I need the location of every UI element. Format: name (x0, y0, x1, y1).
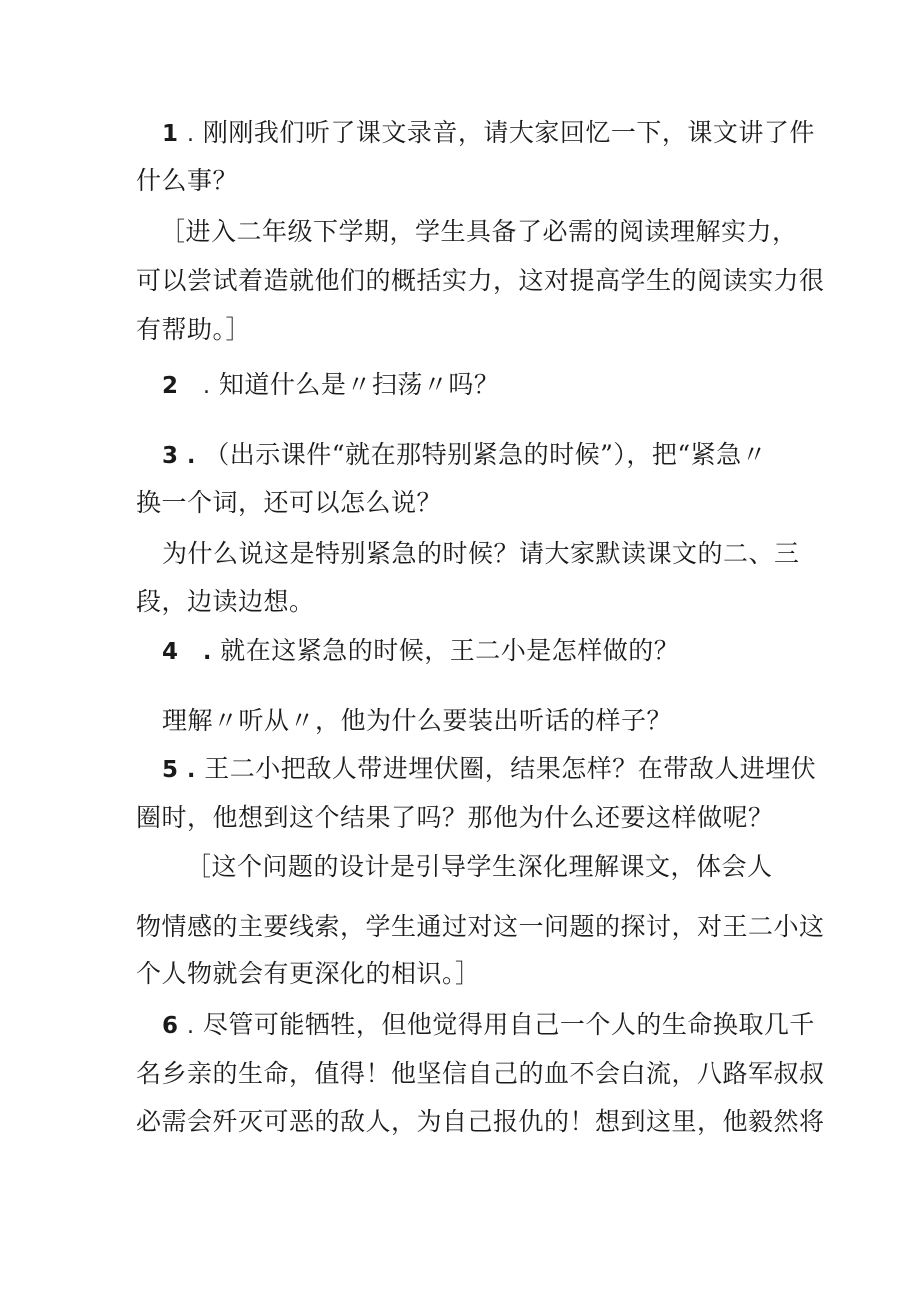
item-separator-4: . (202, 640, 212, 665)
item-number-2: 2 (162, 373, 179, 399)
paragraph-3-line-4: 段，边读边想。 (136, 587, 315, 616)
note-2-line-1: ［这个问题的设计是引导学生深化理解课文，体会人 (186, 852, 773, 881)
paragraph-2-line-1 (162, 370, 822, 402)
item-number-6: 6 (162, 1013, 179, 1039)
item-separator-1: . (186, 122, 195, 147)
item-separator-2: . (202, 374, 211, 399)
paragraph-1-line-1 (162, 118, 822, 150)
item-number-5: 5 (162, 757, 179, 783)
paragraph-6-line-3: 必需会歼灭可恶的敌人，为自己报仇的！想到这里，他毅然将 (136, 1107, 825, 1136)
paragraph-4-line-2: 理解〃听从〃，他为什么要装出听话的样子？ (162, 706, 673, 735)
paragraph-1-text: 刚刚我们听了课文录音，请大家回忆一下，课文讲了件 (202, 118, 815, 147)
item-separator-5: . (186, 758, 196, 783)
paragraph-5-line-2: 圈时，他想到这个结果了吗？那他为什么还要这样做呢？ (136, 803, 774, 832)
paragraph-6-text: 尽管可能牺牲，但他觉得用自己一个人的生命换取几千 (202, 1010, 815, 1039)
paragraph-4-line-1 (162, 636, 822, 668)
paragraph-1-line-2: 什么事？ (136, 166, 239, 195)
note-1-line-3: 有帮助。］ (136, 315, 252, 344)
item-separator-3: . (186, 444, 196, 469)
item-number-4: 4 (162, 639, 179, 665)
paragraph-6-line-2: 名乡亲的生命，值得！他坚信自己的血不会白流，八路军叔叔 (136, 1059, 825, 1088)
paragraph-3-line-3: 为什么说这是特别紧急的时候？请大家默读课文的二、三 (162, 539, 800, 568)
note-2-line-3: 个人物就会有更深化的相识。］ (136, 959, 481, 988)
item-separator-6: . (186, 1014, 195, 1039)
item-number-3: 3 (162, 443, 179, 469)
note-1-line-2: 可以尝试着造就他们的概括实力，这对提高学生的阅读实力很 (136, 266, 825, 295)
item-number-1: 1 (162, 121, 179, 147)
paragraph-5-line-1 (162, 754, 822, 786)
paragraph-3-line-1 (162, 440, 822, 472)
note-1-line-1: ［进入二年级下学期，学生具备了必需的阅读理解实力， (160, 217, 798, 246)
paragraph-6-line-1 (162, 1010, 822, 1042)
paragraph-4-text: 就在这紧急的时候，王二小是怎样做的？ (220, 636, 680, 665)
paragraph-3-text: （出示课件“就在那特别紧急的时候”），把“紧急〃 (204, 440, 768, 469)
paragraph-2-text: 知道什么是〃扫荡〃吗？ (218, 370, 500, 399)
paragraph-3-line-2: 换一个词，还可以怎么说？ (136, 488, 443, 517)
note-2-line-2: 物情感的主要线索，学生通过对这一问题的探讨，对王二小这 (136, 912, 825, 941)
paragraph-5-text: 王二小把敌人带进埋伏圈，结果怎样？在带敌人进埋伏 (204, 754, 817, 783)
